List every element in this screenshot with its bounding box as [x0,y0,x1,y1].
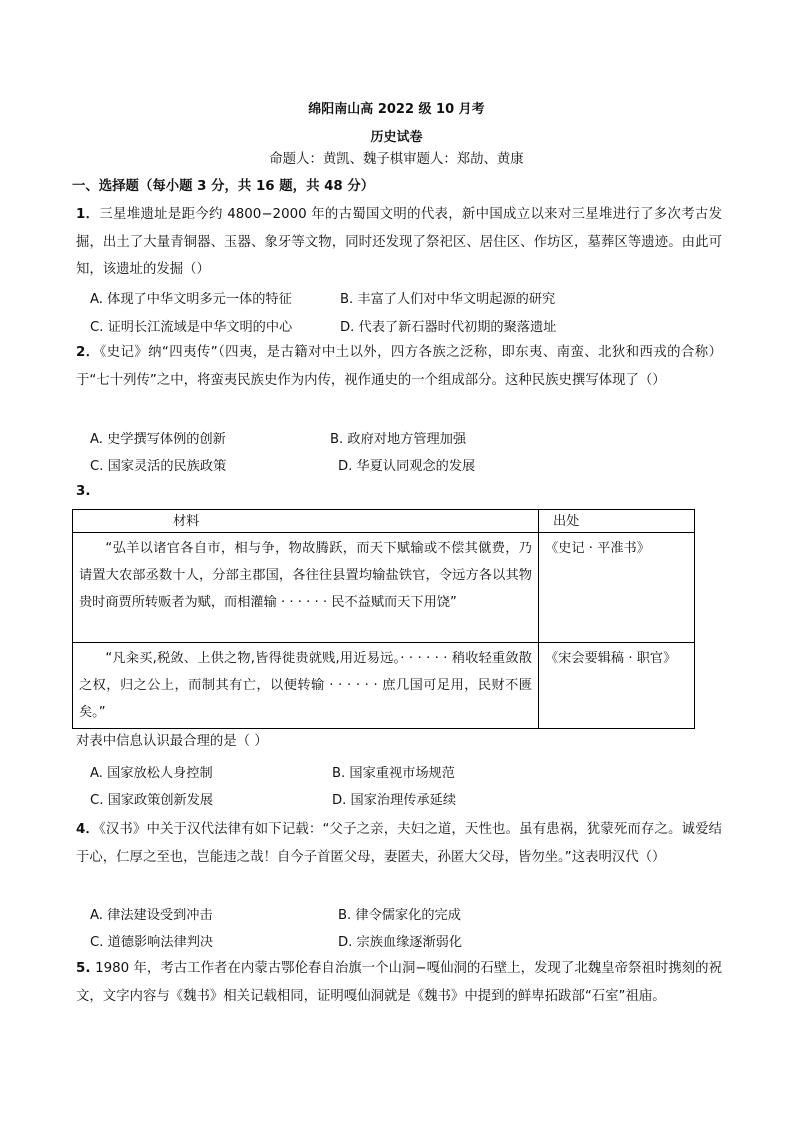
table-cell-material: “凡籴买,税敛、上供之物,皆得徙贵就贱,用近易远。· · · · · · 稍收轻重敛散之权，归之公上，而制其有亡，以便转输 · · · · · · 庶几国可足用，民财不匮矣。” [73,643,539,729]
option-d[interactable]: D. 国家治理传承延续 [332,793,457,808]
option-b[interactable]: B. 律令儒家化的完成 [338,908,461,923]
question-number: 5. [76,961,96,976]
question-3-number: 3. [76,484,91,499]
source-table [72,509,695,729]
option-a[interactable]: A. 律法建设受到冲击 [90,908,213,923]
exam-subtitle: 历史试卷 [370,130,423,145]
table-cell-source: 《史记 · 平准书》 [539,533,695,643]
option-c[interactable]: C. 国家灵活的民族政策 [90,459,227,474]
question-2 [76,339,722,394]
option-d[interactable]: D. 宗族血缘逐渐弱化 [338,935,463,950]
option-a[interactable]: A. 史学撰写体例的创新 [90,432,226,447]
option-a[interactable]: A. 体现了中华文明多元一体的特征 [90,292,292,307]
option-c[interactable]: C. 证明长江流域是中华文明的中心 [90,320,293,335]
table-row [73,643,695,729]
exam-title: 绵阳南山高 2022 级 10 月考 [308,102,485,117]
table-header-material: 材料 [73,510,539,533]
option-b[interactable]: B. 国家重视市场规范 [332,766,455,781]
table-header-source: 出处 [539,510,695,533]
question-stem: 《史记》纳“四夷传”（四夷，是古籍对中土以外，四方各族之泛称，即东夷、南蛮、北狄和西戎的合称）于“七十列传”之中，将蛮夷民族史作为内传，视作通史的一个组成部分。这种民族史撰写体现了（） [76,345,722,388]
question-number: 1． [76,207,100,222]
option-d[interactable]: D. 华夏认同观念的发展 [338,459,476,474]
table-cell-material: “弘羊以诸官各自市，相与争，物故腾跃，而天下赋输或不偿其僦费，乃请置大农部丞数十人，分部主郡国，各往往县置均输盐铁官，令远方各以其物贵时商贾所转贩者为赋，而相灌输 · · · · · · 民不益赋而天下用饶” [73,533,539,643]
option-b[interactable]: B. 丰富了人们对中华文明起源的研究 [340,292,556,307]
option-b[interactable]: B. 政府对地方管理加强 [330,432,467,447]
exam-authors: 命题人：黄凯、魏子棋审题人：郑劼、黄康 [269,152,524,167]
option-d[interactable]: D. 代表了新石器时代初期的聚落遗址 [340,320,557,335]
question-stem: 《汉书》中关于汉代法律有如下记载：“父子之亲，夫妇之道，天性也。虽有患祸，犹蒙死而存之。诚爱结于心，仁厚之至也，岂能违之哉！自今子首匿父母，妻匿夫，孙匿大父母，皆勿坐。”这表明汉代（） [76,822,723,865]
option-c[interactable]: C. 道德影响法律判决 [90,935,214,950]
table-cell-source: 《宋会要辑稿 · 职官》 [539,643,695,729]
question-4 [76,816,722,871]
question-stem: 1980 年，考古工作者在内蒙古鄂伦春自治旗一个山洞−嘎仙洞的石壁上，发现了北魏皇帝祭祖时携刻的祝文，文字内容与《魏书》相关记载相同，证明嘎仙洞就是《魏书》中提到的鲜卑拓跋部“石室”祖庙。 [76,961,722,1004]
question-number: 4． [76,822,100,837]
option-c[interactable]: C. 国家政策创新发展 [90,793,214,808]
question-1 [76,201,722,284]
section-heading: 一、选择题（每小题 3 分，共 16 题，共 48 分） [72,179,375,194]
option-a[interactable]: A. 国家放松人身控制 [90,766,213,781]
table-row [73,533,695,643]
table-header-row [73,510,695,533]
question-3-stem: 对表中信息认识最合理的是（ ） [76,734,268,749]
question-number: 2． [76,345,100,360]
question-5 [76,955,722,1010]
question-stem: 三星堆遗址是距今约 4800−2000 年的古蜀国文明的代表，新中国成立以来对三星堆进行了多次考古发掘，出土了大量青铜器、玉器、象牙等文物，同时还发现了祭祀区、居住区、作坊区，墓葬区等遗迹。由此可知，该遗址的发掘（） [76,207,722,277]
